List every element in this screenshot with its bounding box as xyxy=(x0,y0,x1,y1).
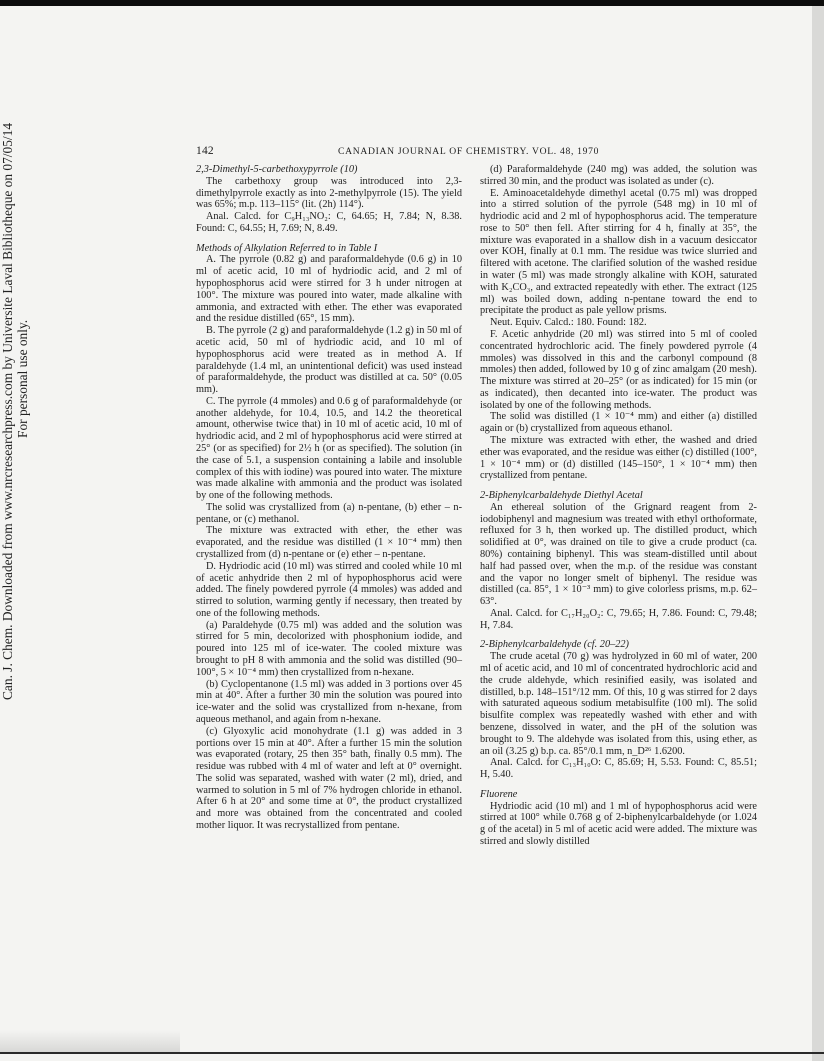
section-heading: Fluorene xyxy=(480,788,518,800)
paragraph: (b) Cyclopentanone (1.5 ml) was added in 3 portions over 45 min at 40°. After a further 30 min the solution was poured into ice-water and the solid was crystallized from n-hexane, from aqueous methanol, and again from n-hexane. xyxy=(196,678,462,725)
paragraph: A. The pyrrole (0.82 g) and paraformaldehyde (0.6 g) in 10 ml of acetic acid, 10 ml of hydriodic acid, and 2 ml of hypophosphorus acid were stirred for 3 h under nitrogen at 100°. The mixture was poured into water, made alkaline with ammonia, and extracted with ether. The ether was evaporated and the residue distilled (65°, 15 mm). xyxy=(196,254,462,325)
section-heading: 2-Biphenylcarbaldehyde (cf. 20–22) xyxy=(480,639,629,651)
paragraph: Hydriodic acid (10 ml) and 1 ml of hypophosphorus acid were stirred at 100° while 0.768 g of 2-biphenylcarbaldehyde (or 1.024 g of the acetal) in 5 ml of acetic acid were added. The mixture was stirred and slowly distilled xyxy=(480,800,757,847)
page-number: 142 xyxy=(196,145,214,157)
section-heading: Methods of Alkylation Referred to in Table I xyxy=(196,242,378,254)
scan-top-border xyxy=(0,0,824,6)
scan-bottom-border xyxy=(0,1052,824,1054)
paragraph: The solid was crystallized from (a) n-pentane, (b) ether – n-pentane, or (c) methanol. xyxy=(196,501,462,525)
paragraph: The mixture was extracted with ether, the ether was evaporated, and the residue was distilled (1 × 10⁻⁴ mm) then crystallized from (d) n-pentane or (e) ether – n-pentane. xyxy=(196,525,462,560)
paragraph: (c) Glyoxylic acid monohydrate (1.1 g) was added in 3 portions over 15 min at 40°. After a further 15 min the solution was evaporated (rotary, 25 then 35° bath, finally 0.5 mm). The residue was rubbed with 4 ml of water and left at 0° overnight. The solid was separated, washed with water (2 ml), dried, and warmed to solution in 5 ml of 7% hydrogen chloride in ethanol. After 6 h at 20° and some time at 0°, the product crystallized and more was obtained from the concentrated and cooled mother liquor. It was recrystallized from pentane. xyxy=(196,725,462,831)
paragraph: Anal. Calcd. for C₁₃H₁₀O: C, 85.69; H, 5.53. Found: C, 85.51; H, 5.40. xyxy=(480,757,757,781)
paragraph: C. The pyrrole (4 mmoles) and 0.6 g of paraformaldehyde (or another aldehyde, for 10.4, 10.5, and 14.2 the theoretical amount, otherwise twice that) in 10 ml of acetic acid, 10 ml of hydriodic acid, and 2 ml of hypophosphorus acid were stirred at 25° (or as specified) for 2½ h (or as specified). The solution (in the case of 5.1, a suspension containing a labile and insoluble complex of this with iodine) was poured into water. The mixture was made alkaline with ammonia and the product was isolated by one of the following methods. xyxy=(196,395,462,502)
section-heading: 2-Biphenylcarbaldehyde Diethyl Acetal xyxy=(480,490,643,502)
scan-shadow xyxy=(0,1030,180,1052)
right-column xyxy=(480,164,757,848)
running-head: CANADIAN JOURNAL OF CHEMISTRY. VOL. 48, 1970 xyxy=(338,146,600,157)
paragraph: Anal. Calcd. for C₁₇H₂₀O₂: C, 79.65; H, 7.86. Found: C, 79.48; H, 7.84. xyxy=(480,607,757,631)
section-heading: 2,3-Dimethyl-5-carbethoxypyrrole (10) xyxy=(196,164,358,175)
paragraph: The carbethoxy group was introduced into 2,3-dimethylpyrrole exactly as into 2-methylpyrrole (15). The yield was 65%; m.p. 113–115° (lit. (2h) 114°). xyxy=(196,175,462,211)
paragraph: (d) Paraformaldehyde (240 mg) was added, the solution was stirred 30 min, and the product was isolated as under (c). xyxy=(480,164,757,187)
paragraph: F. Acetic anhydride (20 ml) was stirred into 5 ml of cooled concentrated hydrochloric acid. The finely powdered pyrrole (4 mmoles) was dissolved in this and the carbonyl compound (8 mmoles) then added, followed by 10 g of zinc amalgam (20 mesh). The mixture was stirred at 20–25° (or as indicated) for 15 min (or as indicated), then decanted into ice-water. The product was isolated by one of the following methods. xyxy=(480,328,757,411)
scan-right-margin xyxy=(812,6,824,1061)
left-column xyxy=(196,164,462,832)
paragraph: The crude acetal (70 g) was hydrolyzed in 60 ml of water, 200 ml of acetic acid, and 10 ml of concentrated hydrochloric acid and the crude aldehyde, which resinified easily, was isolated and distilled, b.p. 148–151°/12 mm. Of this, 10 g was stirred for 2 days with saturated aqueous sodium metabisulfite (100 ml). The solid bisulfite complex was repeatedly washed with ether and with benzene, dissolved in water, and the pH of the solution was brought to 9. The aldehyde was isolated from this, using ether, as an oil (3.25 g) b.p. ca. 85°/0.1 mm, n_D²⁶ 1.6200. xyxy=(480,651,757,757)
paragraph: The solid was distilled (1 × 10⁻⁴ mm) and either (a) distilled again or (b) crystallized from aqueous ethanol. xyxy=(480,411,757,435)
paragraph: An ethereal solution of the Grignard reagent from 2-iodobiphenyl and magnesium was treated with ethyl orthoformate, refluxed for 3 h, then worked up. The distilled product, which solidified at 0°, was drained on tile to give a crude product (ca. 80%) containing biphenyl. This was steam-distilled until about half had passed over, when the m.p. of the residue was constant and the vapor no longer smelt of biphenyl. The residue was distilled (ca. 85°, 1 × 10⁻³ mm) to give colorless prisms, m.p. 62–63°. xyxy=(480,501,757,608)
download-watermark xyxy=(0,60,32,700)
watermark-line-1: Can. J. Chem. Downloaded from www.nrcresearchpress.com by Universite Laval Bibliotheque on 07/05/14 xyxy=(0,122,15,700)
paragraph: D. Hydriodic acid (10 ml) was stirred and cooled while 10 ml of acetic anhydride then 2 ml of hypophosphorus acid were added. The finely powdered pyrrole (4 mmoles) was added and stirred to solution, warming gently if necessary, then treated by one of the following methods. xyxy=(196,560,462,619)
paragraph: E. Aminoacetaldehyde dimethyl acetal (0.75 ml) was dropped into a stirred solution of the pyrrole (548 mg) in 10 ml of hydriodic acid and 2 ml of hypophosphorus acid. The temperature rose to 50° then fell. After stirring for 4 h, finally at 35°, the mixture was evaporated in a shallow dish in a vacuum desiccator over KOH, finally at 0.1 mm. The residue was twice slurried and filtered with acetone. The clarified solution of the washed residue in water (5 ml) was made strongly alkaline with KOH, saturated with K₂CO₃, and extracted repeatedly with ether. The extract (125 ml) was boiled down, adding n-pentane toward the end to precipitate the product as pale yellow prisms. xyxy=(480,187,757,317)
paragraph: B. The pyrrole (2 g) and paraformaldehyde (1.2 g) in 50 ml of acetic acid, 50 ml of hydriodic acid, and 10 ml of hypophosphorus acid were treated as in method A. If paraldehyde (1.4 ml, an unintentional deficit) was used instead of paraformaldehyde, the product was distilled at ca. 50° (0.05 mm). xyxy=(196,325,462,396)
paragraph: The mixture was extracted with ether, the washed and dried ether was evaporated, and the residue was either (c) distilled (100°, 1 × 10⁻⁴ mm) or (d) distilled (145–150°, 1 × 10⁻⁴ mm) then crystallized from pentane. xyxy=(480,434,757,482)
paragraph: Neut. Equiv. Calcd.: 180. Found: 182. xyxy=(490,317,647,329)
paragraph: Anal. Calcd. for C₉H₁₃NO₂: C, 64.65; H, 7.84; N, 8.38. Found: C, 64.55; H, 7.69; N, 8.49. xyxy=(196,211,462,234)
paragraph: (a) Paraldehyde (0.75 ml) was added and the solution was stirred for 5 min, decolorized with phosphonium iodide, and poured into 125 ml of ice-water. The cooled mixture was brought to pH 8 with ammonia and the solid was distilled (90–100°, 5 × 10⁻⁴ mm) then crystallized from n-hexane. xyxy=(196,619,462,678)
watermark-line-2: For personal use only. xyxy=(15,319,30,438)
